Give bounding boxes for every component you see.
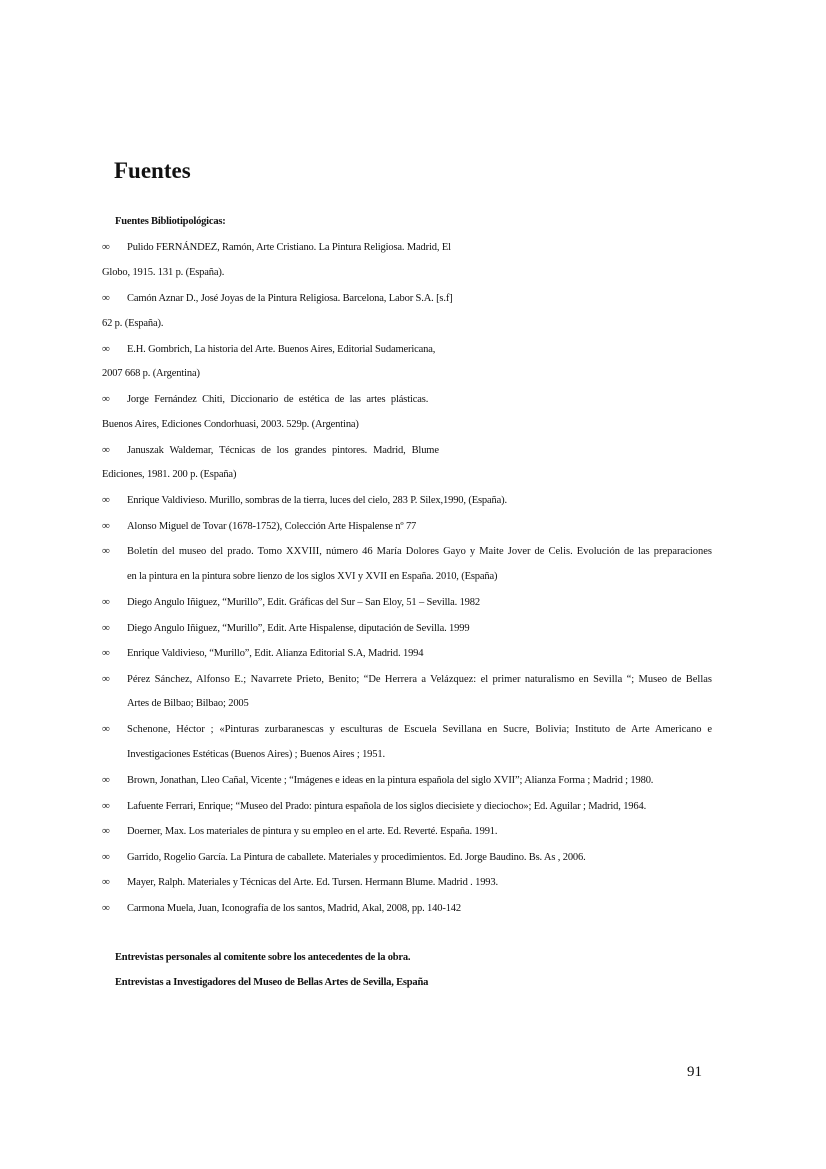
reference-entry-line: Boletín del museo del prado. Tomo XXVIII, número 46 María Dolores Gayo y Maite Jover de Celis. Evolución de las preparaciones bbox=[127, 546, 712, 557]
reference-entry-line: 62 p. (España). bbox=[102, 318, 164, 329]
page-title: Fuentes bbox=[114, 158, 191, 183]
reference-entry-line: Brown, Jonathan, Lleo Cañal, Vicente ; “Imágenes e ideas en la pintura española del siglo XVII”; Alianza Forma ; Madrid ; 1980. bbox=[127, 775, 654, 786]
list-bullet: ∞ bbox=[102, 393, 110, 405]
list-bullet: ∞ bbox=[102, 851, 110, 863]
reference-entry-line: Artes de Bilbao; Bilbao; 2005 bbox=[127, 698, 249, 709]
list-bullet: ∞ bbox=[102, 545, 110, 557]
list-bullet: ∞ bbox=[102, 343, 110, 355]
list-bullet: ∞ bbox=[102, 292, 110, 304]
reference-entry-line: Doerner, Max. Los materiales de pintura y su empleo en el arte. Ed. Reverté. España. 1991. bbox=[127, 826, 498, 837]
reference-entry-line: en la pintura en la pintura sobre lienzo de los siglos XVI y XVII en España. 2010, (España) bbox=[127, 571, 498, 582]
reference-entry-line: Investigaciones Estéticas (Buenos Aires) ; Buenos Aires ; 1951. bbox=[127, 749, 385, 760]
reference-entry-line: Buenos Aires, Ediciones Condorhuasi, 2003. 529p. (Argentina) bbox=[102, 419, 359, 430]
page-number: 91 bbox=[687, 1064, 702, 1080]
list-bullet: ∞ bbox=[102, 800, 110, 812]
list-bullet: ∞ bbox=[102, 444, 110, 456]
list-bullet: ∞ bbox=[102, 622, 110, 634]
reference-entry-line: Garrido, Rogelio García. La Pintura de caballete. Materiales y procedimientos. Ed. Jorge Baudino. Bs. As , 2006. bbox=[127, 852, 586, 863]
reference-entry-line: E.H. Gombrich, La historia del Arte. Buenos Aires, Editorial Sudamericana, bbox=[127, 344, 436, 355]
list-bullet: ∞ bbox=[102, 902, 110, 914]
list-bullet: ∞ bbox=[102, 494, 110, 506]
reference-entry-line: Alonso Miguel de Tovar (1678-1752), Colección Arte Hispalense nº 77 bbox=[127, 521, 417, 532]
reference-entry-line: Schenone, Héctor ; «Pinturas zurbaranescas y esculturas de Escuela Sevillana en Sucre, Bolivia; Instituto de Arte Americano e bbox=[127, 724, 712, 735]
list-bullet: ∞ bbox=[102, 723, 110, 735]
list-bullet: ∞ bbox=[102, 647, 110, 659]
reference-entry-line: Lafuente Ferrari, Enrique; “Museo del Prado: pintura española de los siglos diecisiete y dieciocho»; Ed. Aguilar ; Madrid, 1964. bbox=[127, 801, 647, 812]
closing-note: Entrevistas a Investigadores del Museo de Bellas Artes de Sevilla, España bbox=[115, 977, 429, 988]
list-bullet: ∞ bbox=[102, 825, 110, 837]
list-bullet: ∞ bbox=[102, 876, 110, 888]
list-bullet: ∞ bbox=[102, 774, 110, 786]
reference-entry-line: Enrique Valdivieso. Murillo, sombras de la tierra, luces del cielo, 283 P. Silex,1990, (España). bbox=[127, 495, 507, 506]
list-bullet: ∞ bbox=[102, 241, 110, 253]
closing-note: Entrevistas personales al comitente sobre los antecedentes de la obra. bbox=[115, 952, 411, 963]
reference-entry-line: Camón Aznar D., José Joyas de la Pintura Religiosa. Barcelona, Labor S.A. [s.f] bbox=[127, 293, 453, 304]
reference-entry-line: Pérez Sánchez, Alfonso E.; Navarrete Prieto, Benito; “De Herrera a Velázquez: el primer naturalismo en Sevilla “; Museo de Bellas bbox=[127, 674, 712, 685]
reference-entry-line: Carmona Muela, Juan, Iconografía de los santos, Madrid, Akal, 2008, pp. 140-142 bbox=[127, 903, 461, 914]
reference-entry-line: Enrique Valdivieso, “Murillo”, Edit. Alianza Editorial S.A, Madrid. 1994 bbox=[127, 648, 424, 659]
list-bullet: ∞ bbox=[102, 520, 110, 532]
reference-entry-line: 2007 668 p. (Argentina) bbox=[102, 368, 200, 379]
reference-entry-line: Diego Angulo Iñiguez, “Murillo”, Edit. Gráficas del Sur – San Eloy, 51 – Sevilla. 1982 bbox=[127, 597, 480, 608]
reference-entry-line: Mayer, Ralph. Materiales y Técnicas del Arte. Ed. Tursen. Hermann Blume. Madrid . 1993. bbox=[127, 877, 498, 888]
list-bullet: ∞ bbox=[102, 596, 110, 608]
reference-entry-line: Ediciones, 1981. 200 p. (España) bbox=[102, 469, 237, 480]
reference-entry-line: Pulido FERNÁNDEZ, Ramón, Arte Cristiano. La Pintura Religiosa. Madrid, El bbox=[127, 242, 451, 253]
reference-entry-line: Diego Angulo Iñiguez, “Murillo”, Edit. Arte Hispalense, diputación de Sevilla. 1999 bbox=[127, 623, 470, 634]
list-bullet: ∞ bbox=[102, 673, 110, 685]
reference-entry-line: Januszak Waldemar, Técnicas de los grandes pintores. Madrid, Blume bbox=[127, 445, 439, 456]
reference-entry-line: Globo, 1915. 131 p. (España). bbox=[102, 267, 225, 278]
reference-entry-line: Jorge Fernández Chiti, Diccionario de estética de las artes plásticas. bbox=[127, 394, 429, 405]
section-heading: Fuentes Bibliotipológicas: bbox=[115, 216, 226, 227]
